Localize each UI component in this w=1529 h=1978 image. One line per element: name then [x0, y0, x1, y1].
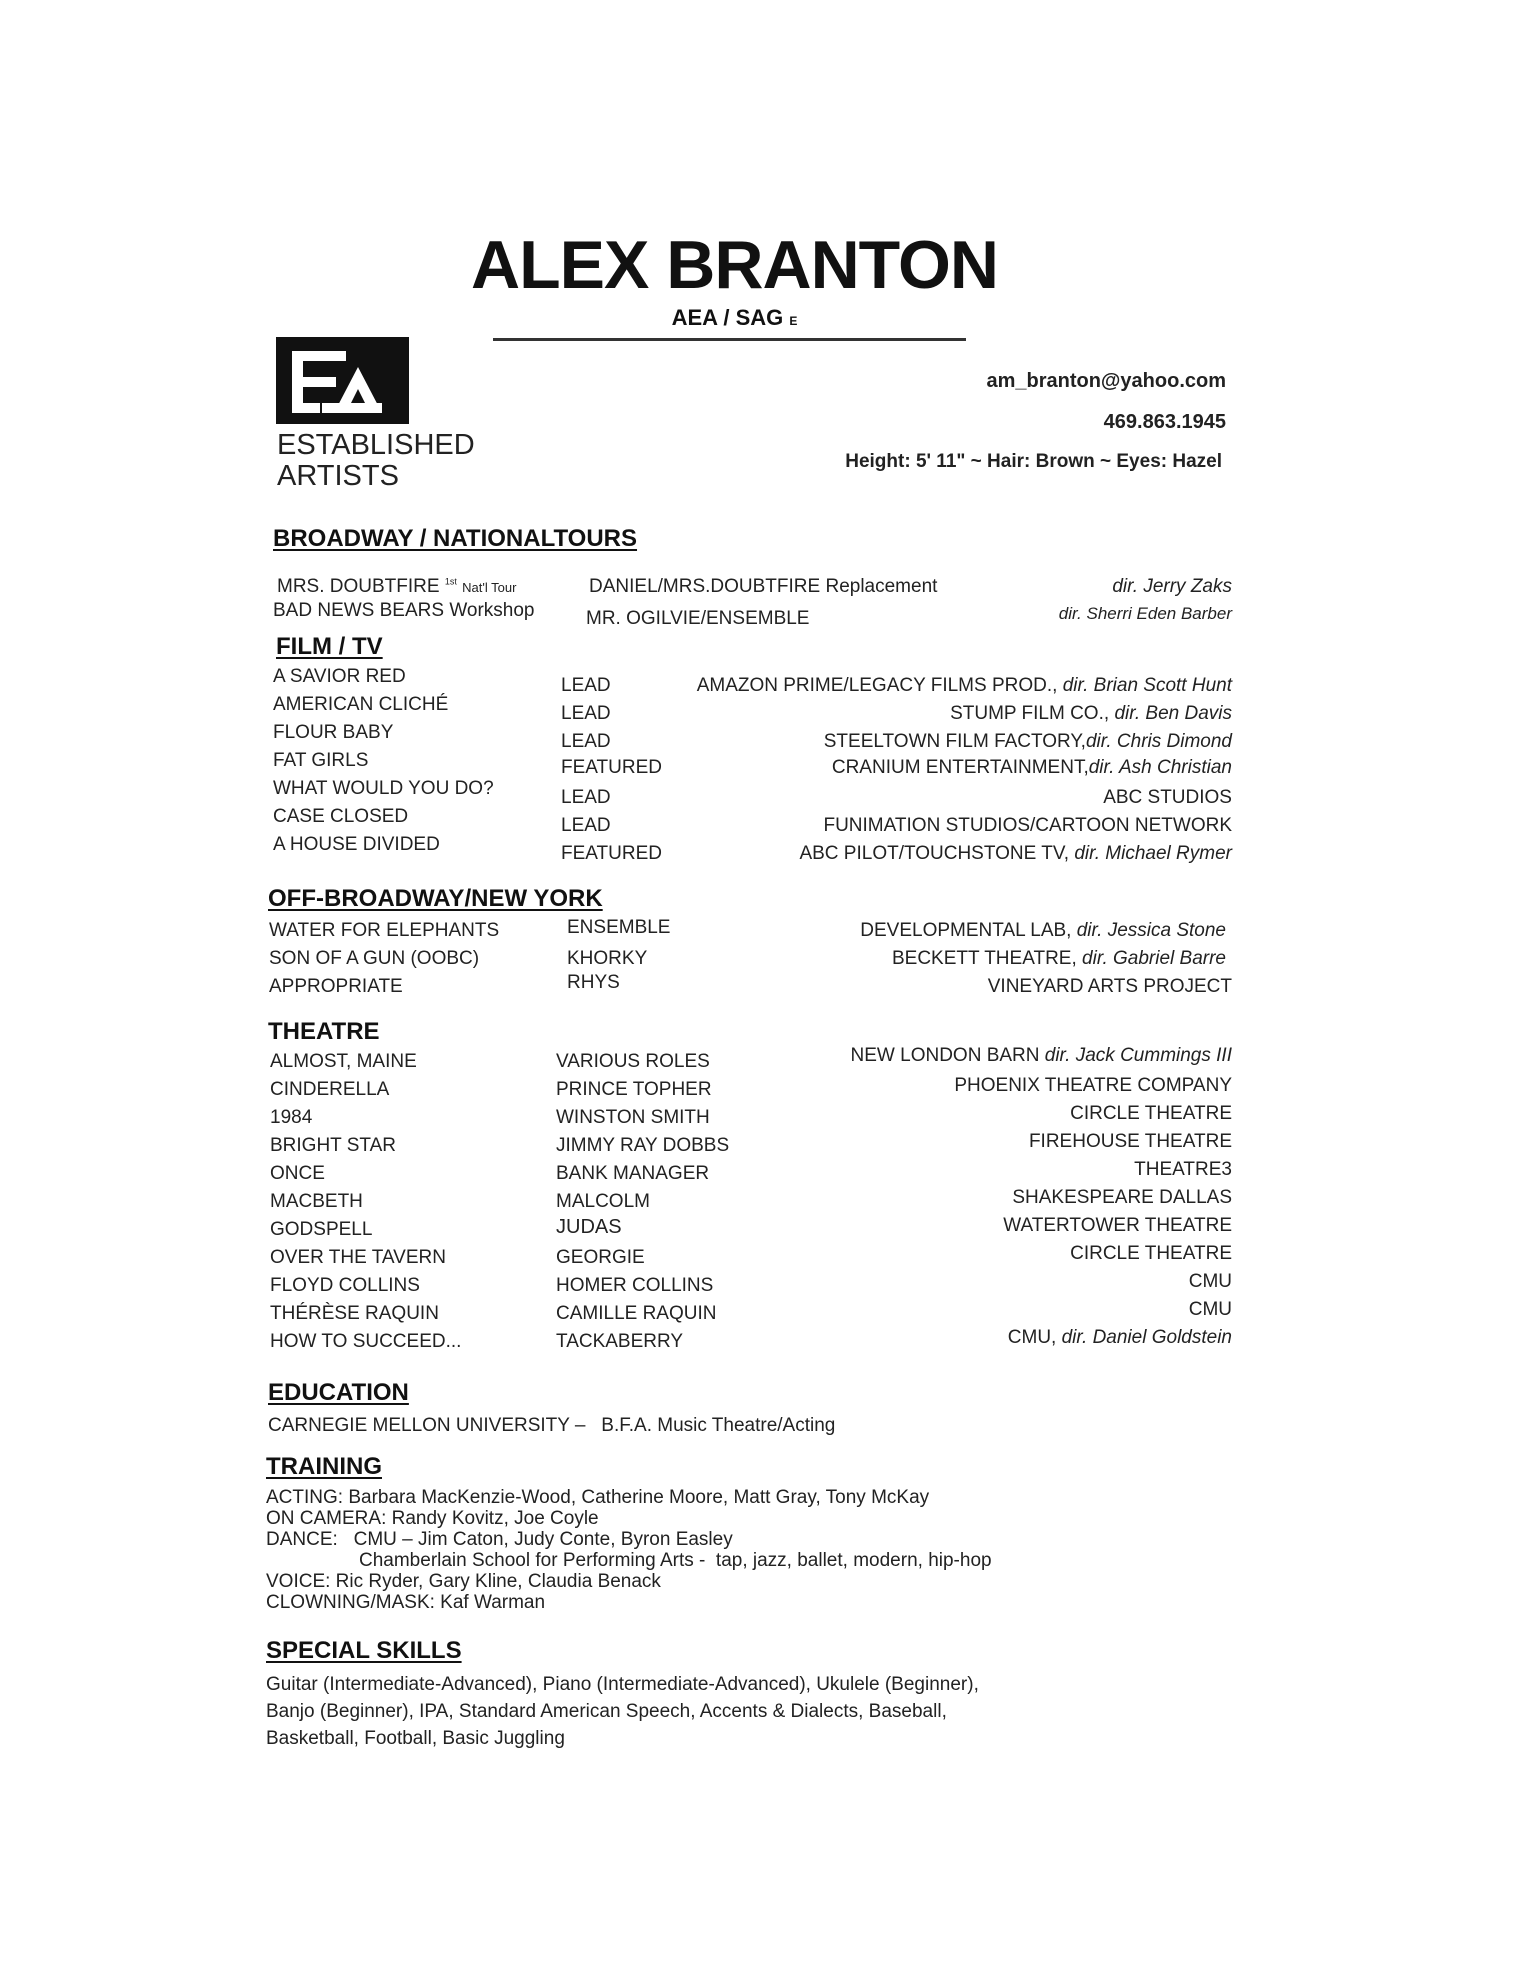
credit-title: 1984 — [270, 1107, 313, 1128]
union-text: AEA / SAG — [671, 305, 784, 330]
credit-row — [0, 1159, 1529, 1189]
credit-company-text: CMU, — [1007, 1327, 1062, 1348]
section-heading-theatre: THEATRE — [268, 1018, 380, 1045]
credit-role: KHORKY — [567, 948, 648, 969]
credit-company — [832, 757, 1232, 779]
credit-title: THÉRÈSE RAQUIN — [270, 1303, 439, 1324]
credit-company: THEATRE3 — [1134, 1159, 1232, 1180]
credit-director-text: dir. Jerry Zaks — [1112, 576, 1232, 597]
credit-title: SON OF A GUN (OOBC) — [269, 948, 480, 969]
credit-role: GEORGIE — [556, 1247, 645, 1268]
credit-row — [0, 806, 1529, 836]
credit-title: ONCE — [270, 1163, 325, 1184]
credit-row — [0, 1075, 1529, 1105]
credit-company: SHAKESPEARE DALLAS — [1012, 1187, 1232, 1208]
credit-director-text: dir. Brian Scott Hunt — [1062, 675, 1232, 696]
credit-row — [0, 576, 1529, 602]
credit-row — [0, 917, 1529, 946]
agency-name — [277, 430, 507, 492]
credit-title: ALMOST, MAINE — [270, 1051, 417, 1072]
credit-company: PHOENIX THEATRE COMPANY — [954, 1075, 1232, 1096]
skills-line: Basketball, Football, Basic Juggling — [266, 1728, 565, 1749]
credit-title: BAD NEWS BEARS Workshop — [273, 600, 535, 621]
credit-row — [0, 750, 1529, 776]
header-divider — [493, 338, 966, 341]
special-skills-list — [266, 1671, 1066, 1752]
credit-role: RHYS — [567, 972, 620, 993]
section-heading-broadway: BROADWAY / NATIONALTOURS — [273, 525, 638, 552]
training-dance: DANCE: CMU – Jim Caton, Judy Conte, Byron Easley — [266, 1529, 733, 1550]
credit-row — [0, 1243, 1529, 1273]
credit-role: LEAD — [561, 815, 611, 836]
credit-title: APPROPRIATE — [269, 976, 403, 997]
credit-title: AMERICAN CLICHÉ — [273, 694, 449, 715]
credit-company-text: NEW LONDON BARN — [850, 1045, 1045, 1066]
section-heading-film-tv: FILM / TV — [276, 633, 383, 660]
credit-company — [1008, 1327, 1232, 1349]
credit-company: FUNIMATION STUDIOS/CARTOON NETWORK — [823, 815, 1232, 836]
credit-role: LEAD — [561, 675, 611, 696]
union-affiliation — [0, 305, 1529, 331]
credit-role: ENSEMBLE — [567, 917, 671, 938]
credit-title: FLOYD COLLINS — [270, 1275, 420, 1296]
training-clowning: CLOWNING/MASK: Kaf Warman — [266, 1592, 546, 1613]
credit-company-text: DEVELOPMENTAL LAB, — [860, 920, 1077, 941]
credit-role: HOMER COLLINS — [556, 1275, 714, 1296]
credit-director-text: dir. Ash Christian — [1088, 757, 1232, 778]
credit-director-text: dir. Michael Rymer — [1074, 843, 1232, 864]
credit-company: FIREHOUSE THEATRE — [1028, 1131, 1232, 1152]
skills-line: Banjo (Beginner), IPA, Standard American Speech, Accents & Dialects, Baseball, — [266, 1701, 947, 1722]
section-heading-education: EDUCATION — [268, 1379, 409, 1406]
training-dance-school: Chamberlain School for Performing Arts - tap, jazz, ballet, modern, hip-hop — [359, 1550, 992, 1571]
credit-company — [860, 920, 1226, 942]
credit-title: BRIGHT STAR — [270, 1135, 396, 1156]
credit-director-text: dir. Chris Dimond — [1085, 731, 1232, 752]
credit-row — [0, 666, 1529, 696]
credit-row — [0, 1103, 1529, 1133]
training-acting: ACTING: Barbara MacKenzie-Wood, Catherine Moore, Matt Gray, Tony McKay — [266, 1487, 930, 1508]
credit-company — [851, 1045, 1232, 1067]
credit-company-text: AMAZON PRIME/LEGACY FILMS PROD., — [696, 675, 1063, 696]
credit-role: LEAD — [561, 731, 611, 752]
credit-company: ABC STUDIOS — [1103, 787, 1232, 808]
contact-phone[interactable]: 469.863.1945 — [1103, 411, 1226, 433]
section-heading-training: TRAINING — [266, 1453, 382, 1480]
credit-role: DANIEL/MRS.DOUBTFIRE Replacement — [589, 576, 938, 597]
credit-title: OVER THE TAVERN — [270, 1247, 446, 1268]
credit-title: CASE CLOSED — [273, 806, 409, 827]
section-heading-special-skills: SPECIAL SKILLS — [266, 1637, 462, 1664]
credit-company-text: CRANIUM ENTERTAINMENT, — [831, 757, 1089, 778]
credit-director-text: dir. Daniel Goldstein — [1061, 1327, 1232, 1348]
credit-row — [0, 1131, 1529, 1161]
credit-role: JUDAS — [556, 1216, 622, 1238]
credit-company-text: ABC PILOT/TOUCHSTONE TV, — [799, 843, 1075, 864]
credit-company: VINEYARD ARTS PROJECT — [987, 976, 1232, 997]
credit-title — [277, 576, 516, 598]
credit-row — [0, 1187, 1529, 1217]
credit-role: CAMILLE RAQUIN — [556, 1303, 717, 1324]
credit-director — [1112, 576, 1232, 598]
training-list — [266, 1487, 1166, 1613]
skills-line: Guitar (Intermediate-Advanced), Piano (Intermediate-Advanced), Ukulele (Beginner), — [266, 1674, 979, 1695]
credit-title: FAT GIRLS — [273, 750, 369, 771]
credit-role: MALCOLM — [556, 1191, 650, 1212]
credit-row — [0, 1327, 1529, 1357]
credit-role: FEATURED — [561, 757, 662, 778]
credit-row — [0, 778, 1529, 808]
credit-role: BANK MANAGER — [556, 1163, 710, 1184]
physical-stats: Height: 5' 11" ~ Hair: Brown ~ Eyes: Hazel — [845, 451, 1222, 472]
credit-title: A SAVIOR RED — [273, 666, 406, 687]
credit-row — [0, 600, 1529, 629]
credit-company: CIRCLE THEATRE — [1070, 1243, 1232, 1264]
credit-role: LEAD — [561, 787, 611, 808]
credit-title: FLOUR BABY — [273, 722, 394, 743]
credit-role: TACKABERRY — [556, 1331, 684, 1352]
credit-title: WHAT WOULD YOU DO? — [273, 778, 494, 799]
credit-role: PRINCE TOPHER — [556, 1079, 712, 1100]
credit-title: GODSPELL — [270, 1219, 373, 1240]
credit-company: CMU — [1188, 1271, 1232, 1292]
credit-row — [0, 834, 1529, 864]
credit-row — [0, 1045, 1529, 1077]
credit-director — [1059, 604, 1232, 624]
credit-role: WINSTON SMITH — [556, 1107, 710, 1128]
credit-row — [0, 694, 1529, 724]
credit-row — [0, 1271, 1529, 1301]
credit-company-text: STEELTOWN FILM FACTORY, — [823, 731, 1086, 752]
credit-director-text: dir. Gabriel Barre — [1082, 948, 1226, 969]
credit-row — [0, 948, 1529, 974]
credit-role: LEAD — [561, 703, 611, 724]
credit-company — [799, 843, 1232, 865]
contact-email[interactable]: am_branton@yahoo.com — [986, 370, 1226, 392]
credit-title: CINDERELLA — [270, 1079, 390, 1100]
credit-title: A HOUSE DIVIDED — [273, 834, 440, 855]
section-heading-off-broadway: OFF-BROADWAY/NEW YORK — [268, 885, 603, 912]
credit-title: WATER FOR ELEPHANTS — [269, 920, 500, 941]
credit-row — [0, 1299, 1529, 1329]
credit-row — [0, 722, 1529, 752]
union-suffix: E — [789, 314, 798, 328]
agency-name-line1: ESTABLISHED — [277, 429, 475, 461]
training-voice: VOICE: Ric Ryder, Gary Kline, Claudia Benack — [266, 1571, 661, 1592]
credit-company-text: STUMP FILM CO., — [950, 703, 1115, 724]
credit-company — [892, 948, 1226, 970]
training-on-camera: ON CAMERA: Randy Kovitz, Joe Coyle — [266, 1508, 599, 1529]
credit-title: MACBETH — [270, 1191, 363, 1212]
credit-role: VARIOUS ROLES — [556, 1051, 710, 1072]
agency-name-line2: ARTISTS — [277, 460, 399, 492]
education-line: CARNEGIE MELLON UNIVERSITY – B.F.A. Music Theatre/Acting — [268, 1415, 836, 1436]
credit-role: MR. OGILVIE/ENSEMBLE — [586, 608, 810, 629]
credit-director-text: dir. Sherri Eden Barber — [1058, 604, 1232, 623]
agency-logo-icon — [276, 337, 409, 424]
credit-company: WATERTOWER THEATRE — [1003, 1215, 1232, 1236]
credit-role: FEATURED — [561, 843, 662, 864]
credit-company: CMU — [1188, 1299, 1232, 1320]
credit-role: JIMMY RAY DOBBS — [556, 1135, 730, 1156]
credit-title-text: MRS. DOUBTFIRE — [277, 576, 440, 597]
actor-name: ALEX BRANTON — [471, 227, 998, 303]
credit-director-text: dir. Jack Cummings III — [1044, 1045, 1232, 1066]
credit-title-sup: 1st — [444, 576, 457, 587]
credit-row — [0, 972, 1529, 1002]
credit-title: HOW TO SUCCEED... — [270, 1331, 462, 1352]
credit-company: CIRCLE THEATRE — [1070, 1103, 1232, 1124]
credit-director-text: dir. Ben Davis — [1114, 703, 1232, 724]
credit-director-text: dir. Jessica Stone — [1076, 920, 1226, 941]
credit-company-text: BECKETT THEATRE, — [891, 948, 1083, 969]
credit-row — [0, 1215, 1529, 1245]
credit-title-suffix: Nat'l Tour — [462, 580, 517, 595]
